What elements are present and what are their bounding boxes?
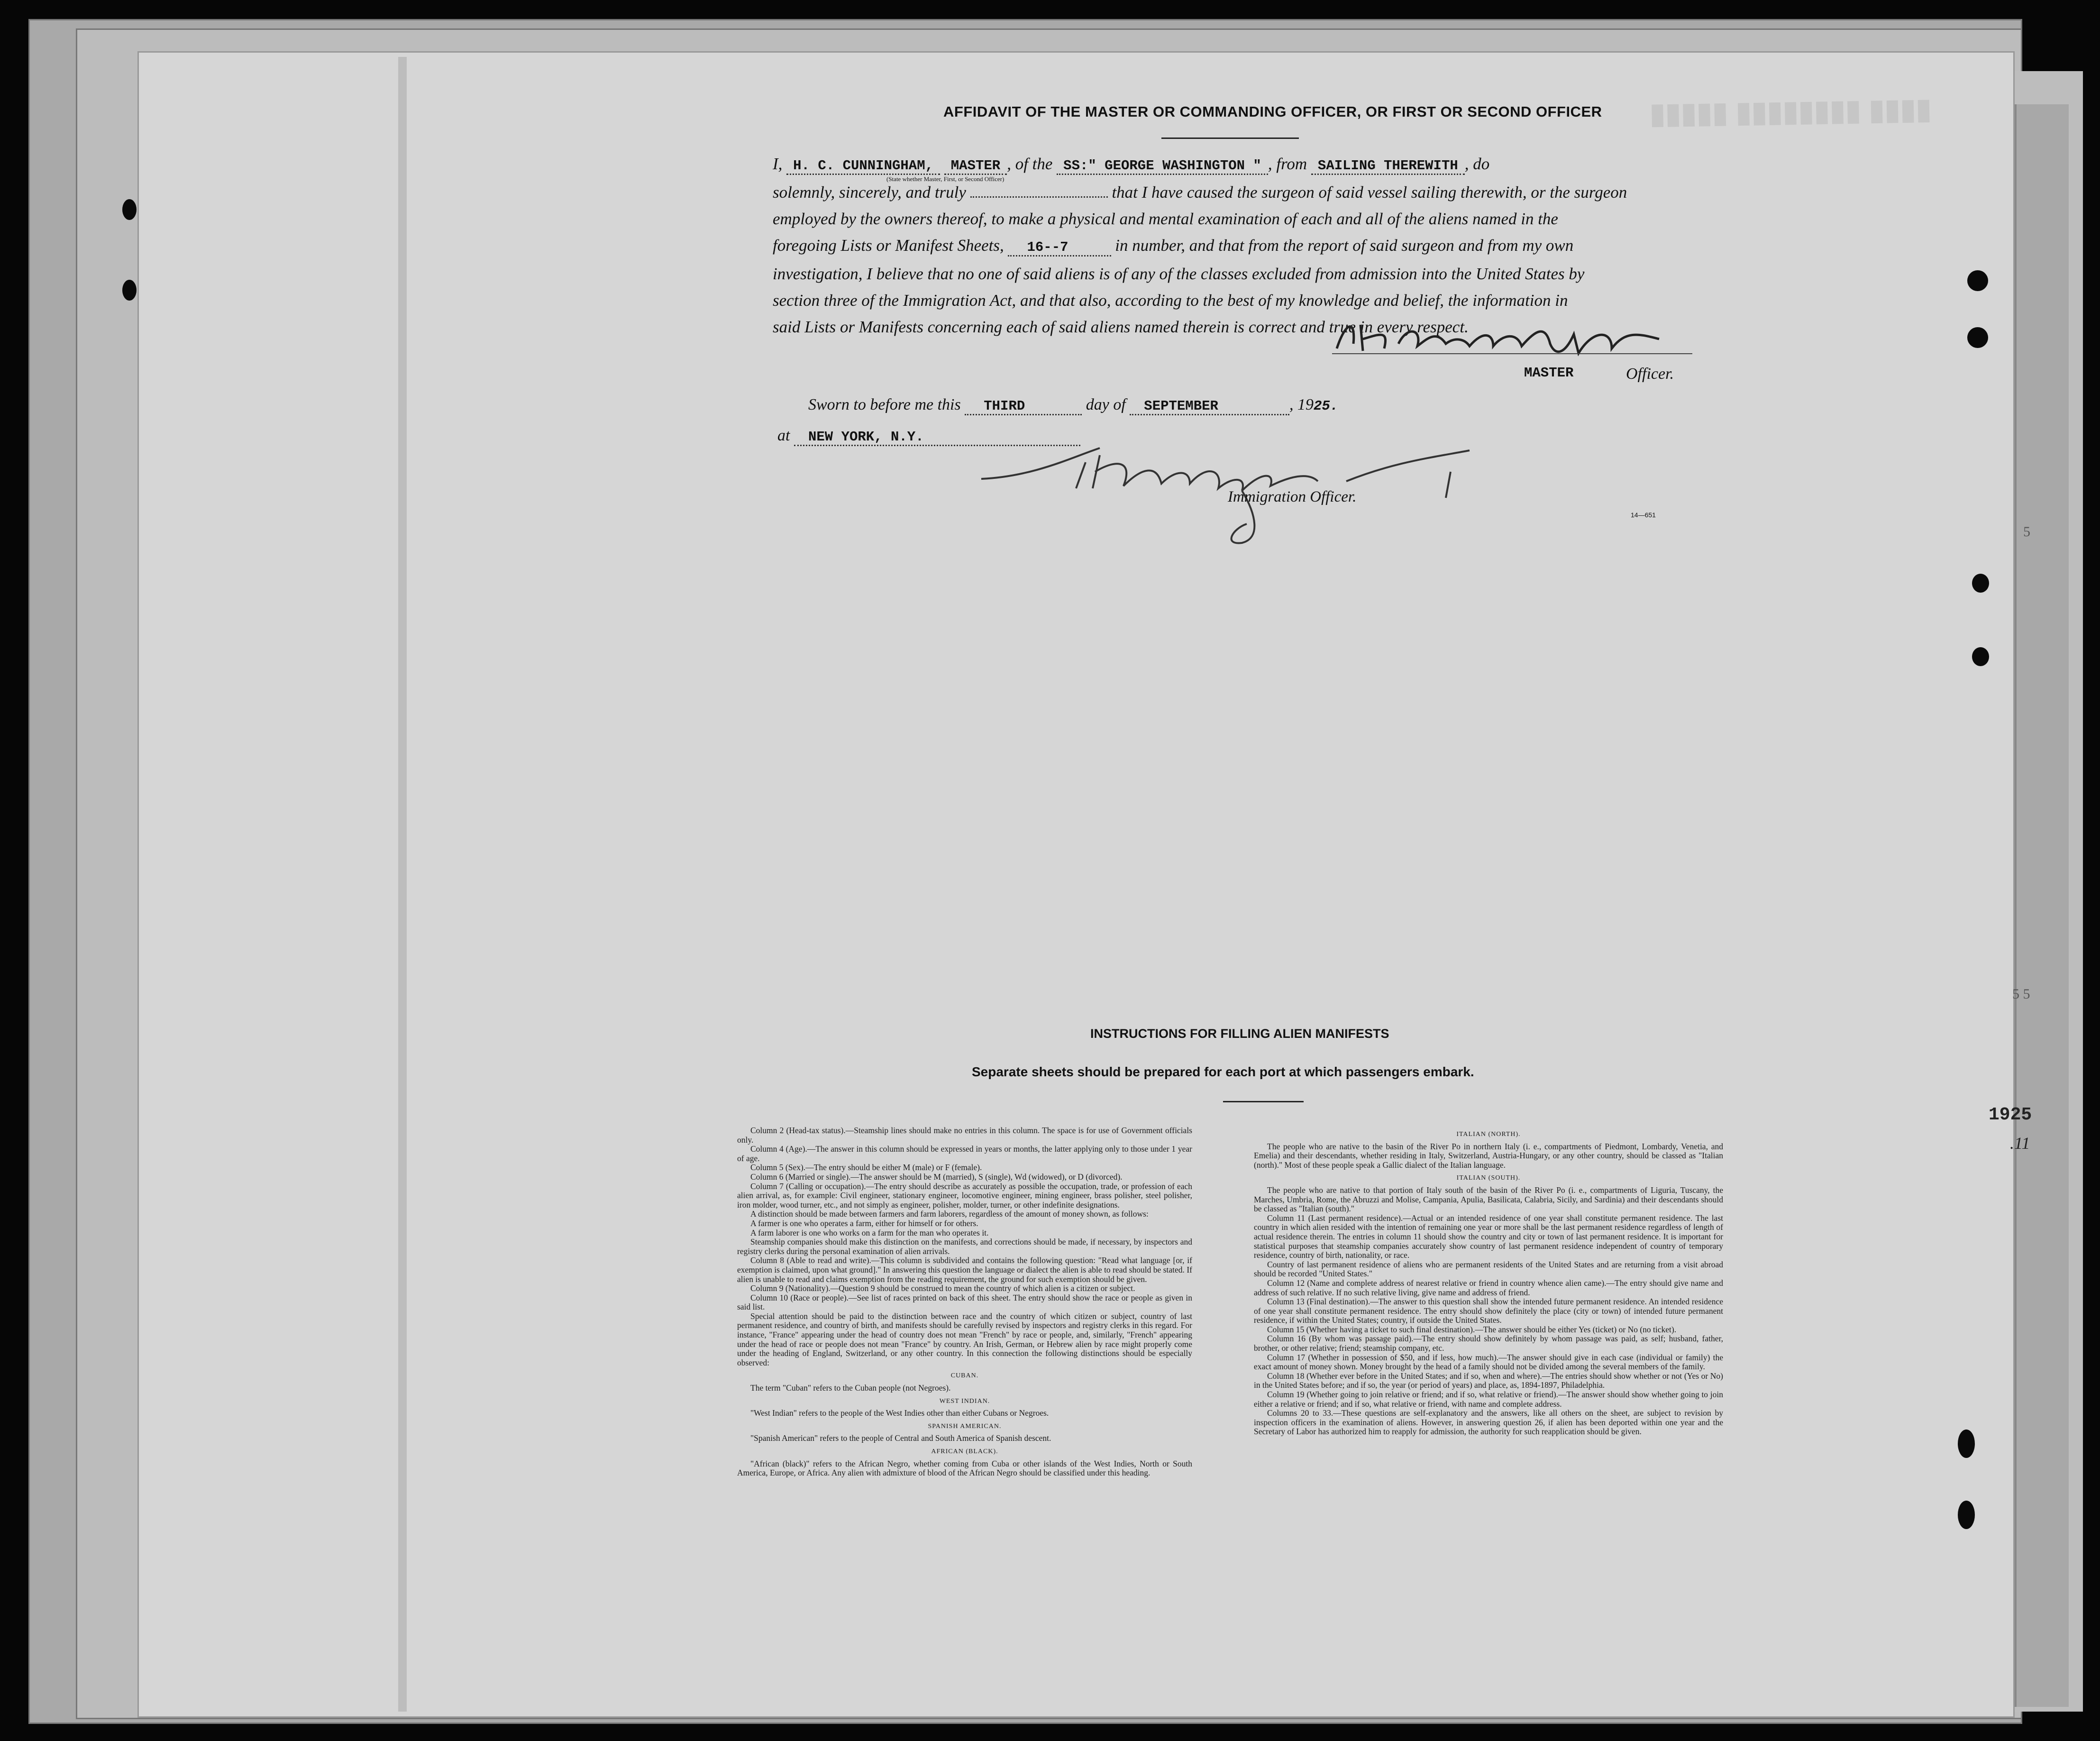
affidavit-line-5: investigation, I believe that no one of said aliens is of any of the classes excluded from admission into the United States by <box>773 265 1585 283</box>
bleed-through-text: ▮▮▮▮▮ ▮▮▮▮▮▮▮▮ ▮▮▮▮ <box>1649 92 1932 130</box>
instruction-paragraph: A farmer is one who operates a farm, either for himself or for others. <box>750 1218 978 1228</box>
instruction-paragraph: Column 6 (Married or single).—The answer should be M (married), S (single), Wd (widowed), or D (divorced). <box>750 1172 1123 1182</box>
instruction-paragraph: Column 4 (Age).—The answer in this column should be expressed in years or months, the latter applying only to those under 1 year of age. <box>737 1144 1192 1163</box>
instructions-right-column <box>1254 1126 1723 1437</box>
sheets-field: 16--7 <box>1008 239 1111 257</box>
sworn-year: 25. <box>1313 398 1339 414</box>
instruction-paragraph: Column 10 (Race or people).—See list of races printed on back of this sheet. The entry should show the race or people as given in said list. <box>737 1292 1192 1312</box>
punch-hole <box>1967 270 1988 291</box>
departure-field: SAILING THEREWITH <box>1311 158 1465 175</box>
punch-hole <box>1958 1429 1975 1458</box>
instructions-rule <box>1223 1101 1304 1102</box>
text-sworn: Sworn to before me this <box>808 396 961 413</box>
affidavit-line-4 <box>773 232 1735 261</box>
instruction-paragraph: Special attention should be paid to the distinction between race and the country of which citizen or subject, country of last permanent residence, and country of birth, and manifests should be carefully revised by inspectors and registry clerks in this regard. For instance, "France" appearing under the head of country does not mean "French" by race or people, and, similarly, "French" appearing under the head of race or people does not mean "France" by country. An Irish, German, or Hebrew alien by race might properly come under the heading of England, Switzerland, or any other country. In this connection the following distinctions should be especially observed: <box>737 1311 1192 1367</box>
affidavit-line-7: said Lists or Manifests concerning each of said aliens named therein is correct and true in every respect. <box>773 318 1469 336</box>
sworn-line <box>808 396 1338 414</box>
place-line <box>777 427 1080 445</box>
title-rule <box>1161 137 1299 139</box>
instruction-paragraph: Column 2 (Head-tax status).—Steamship lines should make no entries in this column. The space is for use of Government officials only. <box>737 1126 1192 1145</box>
instruction-paragraph: Columns 20 to 33.—These questions are self-explanatory and the answers, like all others on the sheet, are subject to revision by inspection officers in the examination of aliens. However, in answering question 26, if alien has been deported within one year and the Secretary of Labor has authorized him to reapply for admission, the authority for such reapplication should be given. <box>1254 1408 1723 1437</box>
instruction-paragraph: Column 5 (Sex).—The entry should be either M (male) or F (female). <box>750 1163 982 1173</box>
instructions-left-column <box>737 1126 1192 1478</box>
underlying-page-right-2 <box>2015 104 2069 1707</box>
master-signature-line <box>1332 353 1692 354</box>
affidavit-line-6: section three of the Immigration Act, and that also, according to the best of my knowledge and belief, the information in <box>773 291 1568 310</box>
instructions-subtitle: Separate sheets should be prepared for each port at which passengers embark. <box>972 1064 1474 1079</box>
west-indian-text: "West Indian" refers to the people of the West Indies other than either Cubans or Negroes. <box>750 1408 1049 1418</box>
cuban-heading: CUBAN. <box>950 1372 979 1380</box>
small-stamp: 14—651 <box>1631 511 1656 519</box>
master-signature <box>1327 311 1669 363</box>
instruction-paragraph: Column 13 (Final destination).—The answer to this question shall show the intended future permanent residence. An intended residence of one year shall constitute permanent residence. The entry should show definitely the place (city or town) of intended future permanent residence, if within the United States; country, if outside the United States. <box>1254 1297 1723 1325</box>
affidavit-line-3: employed by the owners thereof, to make a physical and mental examination of each and all of the aliens named in the <box>773 210 1558 228</box>
margin-number-4: .11 <box>2010 1134 2030 1153</box>
text-from: , from <box>1268 155 1307 173</box>
text-of-the: , of the <box>1007 155 1053 173</box>
text-i: I, <box>773 155 783 173</box>
african-heading: AFRICAN (BLACK). <box>931 1448 998 1455</box>
instruction-paragraph: Column 8 (Able to read and write).—This column is subdivided and contains the following question: "Read what language [or, if exemption is claimed, upon what ground]." In answering this question the language or dialect the alien is able to read should be stated. If alien is unable to read and claims exemption from the reading requirement, the ground for such exemption should be given. <box>737 1255 1192 1284</box>
punch-hole <box>1972 647 1989 666</box>
affidavit-title: AFFIDAVIT OF THE MASTER OR COMMANDING OFFICER, OR FIRST OR SECOND OFFICER <box>943 103 1602 120</box>
instruction-paragraph: Country of last permanent residence of aliens who are permanent residents of the United States and are returning from a visit abroad should be recorded "United States." <box>1254 1259 1723 1279</box>
sworn-day-field: THIRD <box>965 398 1082 415</box>
instruction-paragraph: Column 15 (Whether having a ticket to such final destination).—The answer should be either Yes (ticket) or No (no ticket). <box>1267 1324 1677 1334</box>
italian-north-heading: ITALIAN (NORTH). <box>1456 1131 1521 1138</box>
rank-hint: (State whether Master, First, or Second Officer) <box>886 175 1004 183</box>
instruction-paragraph: Column 19 (Whether going to join relative or friend; and if so, what relative or friend).—The answer should show whether going to join either a relative or friend; and if so, what relative or friend, with name and complete address. <box>1254 1390 1723 1409</box>
text-caused-surgeon: that I have caused the surgeon of said vessel sailing therewith, or the surgeon <box>1112 183 1627 202</box>
italian-north-text: The people who are native to the basin of the River Po in northern Italy (i. e., compartments of Piedmont, Lombardy, Venetia, and Emelia) and their descendants, whether residing in Italy, Switzerland, Austria-Hungary, or any other country, should be classed as "Italian (north)." Most of these people speak a Gallic dialect of the Italian language. <box>1254 1141 1723 1170</box>
instruction-paragraph: Column 12 (Name and complete address of nearest relative or friend in country whence alien came).—The entry should give name and address of such relative. If no such relative living, give name and address of friend. <box>1254 1278 1723 1297</box>
text-foregoing: foregoing Lists or Manifest Sheets, <box>773 236 1004 255</box>
sworn-month-field: SEPTEMBER <box>1130 398 1289 415</box>
spanish-american-text: "Spanish American" refers to the people of Central and South America of Spanish descent. <box>750 1433 1051 1443</box>
margin-number-2: 5 5 <box>2012 986 2030 1002</box>
binding-edge <box>398 57 407 1712</box>
immigration-officer-label: Immigration Officer. <box>1228 488 1357 505</box>
instruction-paragraph: A distinction should be made between farmers and farm laborers, regardless of the amount of money shown, as follows: <box>750 1209 1149 1219</box>
affidavit-line-2 <box>773 179 1735 206</box>
punch-hole <box>122 280 137 301</box>
punch-hole <box>1967 327 1988 348</box>
text-at: at <box>777 427 790 444</box>
instruction-paragraph: Column 9 (Nationality).—Question 9 should be construed to mean the country of which alien is a citizen or subject. <box>750 1283 1135 1293</box>
text-day-of: day of <box>1086 396 1126 413</box>
instruction-paragraph: Column 7 (Calling or occupation).—The entry should describe as accurately as possible the occupation, trade, or profession of each alien arrival, as, for example: Civil engineer, stationary engineer, locomotive engineer, mining engineer, brass polisher, steel polisher, iron molder, wood turner, etc., and not simply as engineer, polisher, molder, turner, or other indefinite designations. <box>737 1181 1192 1210</box>
master-name-field: H. C. CUNNINGHAM, <box>786 158 940 175</box>
text-do: , do <box>1464 155 1490 173</box>
cuban-text: The term "Cuban" refers to the Cuban people (not Negroes). <box>750 1383 951 1393</box>
spanish-american-heading: SPANISH AMERICAN. <box>928 1422 1002 1430</box>
instructions-title: INSTRUCTIONS FOR FILLING ALIEN MANIFESTS <box>1090 1026 1389 1041</box>
instruction-paragraph: Column 11 (Last permanent residence).—Actual or an intended residence of one year shall constitute permanent residence. The last country in which alien resided with the intention of remaining one year or more shall be the last permanent residence regardless of length of actual residence therein. The entries in column 11 should show the country and city or town of last permanent residence. It is important for statistical purposes that steamship companies accurately show country of last permanent residence independent of country of temporary residence, country of birth, nationality, or race. <box>1254 1213 1723 1260</box>
instruction-paragraph: Steamship companies should make this distinction on the manifests, and corrections should be made, if necessary, by inspectors and registry clerks during the personal examination of alien arrivals. <box>737 1237 1192 1256</box>
instruction-paragraph: A farm laborer is one who works on a farm for the man who operates it. <box>750 1228 989 1237</box>
instruction-paragraph: The people who are native to that portion of Italy south of the basin of the River Po (i. e., compartments of Liguria, Tuscany, the Marches, Umbria, Rome, the Abruzzi and Molise, Campania, Apulia, Basilicata, Calabria, Sicily, and Sardinia) and their descendants should be classed as "Italian (south)." <box>1254 1185 1723 1214</box>
text-nineteen: , 19 <box>1289 396 1314 413</box>
margin-number-3: 1925 <box>1989 1105 2032 1125</box>
west-indian-heading: WEST INDIAN. <box>939 1397 990 1405</box>
instruction-paragraph: Column 18 (Whether ever before in the United States; and if so, when and where).—The entries should show whether or not (Yes or No) in the United States before; and if so, the year (or period of years) and place, as, 1894-1897, Philadelphia. <box>1254 1371 1723 1390</box>
instruction-paragraph: Column 16 (By whom was passage paid).—The entry should show definitely by whom passage was paid, as self; husband, father, brother, or other relative; friend; steamship company, etc. <box>1254 1334 1723 1353</box>
punch-hole <box>1972 574 1989 593</box>
ship-name-field: SS:" GEORGE WASHINGTON " <box>1057 158 1268 175</box>
punch-hole <box>122 199 137 220</box>
instruction-paragraph: Column 17 (Whether in possession of $50, and if less, how much).—The answer should give in each case (individual or family) the exact amount of money shown. Money brought by the head of a family should not be divided among the several members of the family. <box>1254 1352 1723 1372</box>
signer-title: MASTER <box>1524 365 1574 381</box>
text-solemnly: solemnly, sincerely, and truly <box>773 183 966 202</box>
text-in-number: in number, and that from the report of said surgeon and from my own <box>1115 236 1574 255</box>
officer-label: Officer. <box>1626 365 1674 383</box>
affidavit-line-1 <box>773 151 1735 179</box>
punch-hole <box>1958 1501 1975 1529</box>
italian-south-heading: ITALIAN (SOUTH). <box>1456 1174 1521 1182</box>
place-field: NEW YORK, N.Y. <box>794 429 1080 446</box>
rank-field: MASTER <box>944 158 1007 175</box>
margin-number-1: 5 <box>2023 524 2030 540</box>
african-text: "African (black)" refers to the African Negro, whether coming from Cuba or other islands of the West Indies, North or South America, Europe, or Africa. Any alien with admixture of blood of the African Negro should be classified under this heading. <box>737 1458 1192 1478</box>
